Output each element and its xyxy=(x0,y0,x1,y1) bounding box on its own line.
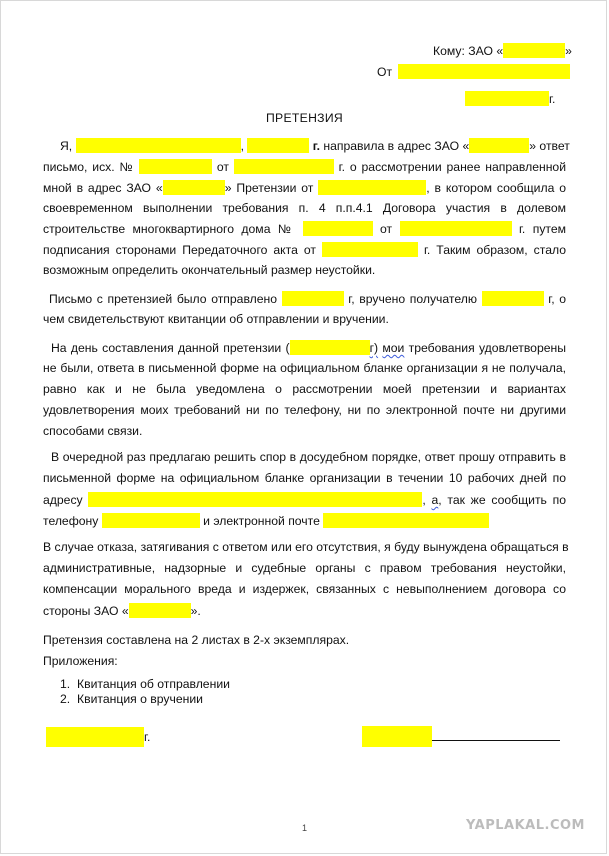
text: г. путем xyxy=(518,222,567,236)
redacted-name xyxy=(362,726,432,747)
text: Письмо с претензией было отправлено xyxy=(49,292,278,306)
redacted-number xyxy=(303,221,373,236)
text: письмо, исх. № xyxy=(43,160,135,174)
redacted-date xyxy=(282,291,344,306)
p2-line-1 xyxy=(49,291,566,306)
p1-line-5 xyxy=(43,221,566,236)
redacted-company xyxy=(503,43,565,58)
sender-line xyxy=(377,64,570,79)
p3-line-2: не были, ответа в письменной форме на официальном бланке организации я не получала, xyxy=(43,361,566,375)
text: » ответ xyxy=(529,139,570,153)
attachments-label: Приложения: xyxy=(43,654,118,668)
attachment-item-1 xyxy=(60,677,230,691)
text: г. xyxy=(312,139,320,153)
p4-line-3 xyxy=(43,492,566,507)
date-suffix: г. xyxy=(549,92,556,106)
redacted-date xyxy=(318,180,426,195)
signature-name xyxy=(362,726,432,747)
sender-label: От xyxy=(377,65,393,79)
header-date-line xyxy=(465,91,555,106)
attachment-item-2 xyxy=(60,692,203,706)
text: адресу xyxy=(43,493,83,507)
p1-line-7: возможным определить окончательный размер неустойки. xyxy=(43,263,376,277)
p5-line-4 xyxy=(43,603,201,618)
redacted-email xyxy=(323,513,489,528)
redacted-date xyxy=(482,291,544,306)
p1-line-6 xyxy=(43,242,566,257)
redacted-date xyxy=(322,242,418,257)
redacted-number xyxy=(139,159,212,174)
list-number: 2. xyxy=(60,692,71,706)
redacted-date xyxy=(290,340,370,355)
redacted-company xyxy=(163,180,225,195)
sheets-note: Претензия составлена на 2 листах в 2-х экземплярах. xyxy=(43,633,350,647)
list-number: 1. xyxy=(60,677,71,691)
redacted-address xyxy=(88,492,422,507)
redacted-phone xyxy=(102,513,200,528)
list-text: Квитанция о вручении xyxy=(77,692,203,706)
text: , xyxy=(240,139,244,153)
redacted-date xyxy=(400,221,512,236)
text: направила в адрес ЗАО « xyxy=(320,139,470,153)
p1-line-1 xyxy=(60,138,570,153)
redacted-date xyxy=(234,159,334,174)
text: строительстве многоквартирного дома № xyxy=(43,222,296,236)
redacted-company xyxy=(469,138,529,153)
signature-date xyxy=(46,727,150,747)
text: мои xyxy=(382,341,405,355)
text: мной в адрес ЗАО « xyxy=(43,181,163,195)
redacted-date xyxy=(247,138,309,153)
p5-line-3: компенсации морального вреда и издержек, связанных с невыполнением договора со xyxy=(43,582,566,596)
text: от xyxy=(216,160,229,174)
text: телефону xyxy=(43,514,99,528)
addressee-close: » xyxy=(565,44,572,58)
redacted-company xyxy=(129,603,191,618)
text: и электронной почте xyxy=(203,514,320,528)
text: г, вручено получателю xyxy=(348,292,477,306)
p1-line-4: своевременном выполнении требования п. 4 п.п.4.1 Договора участия в долевом xyxy=(43,201,566,215)
date-suffix: г. xyxy=(144,730,151,744)
signature-line xyxy=(432,740,560,741)
text: стороны ЗАО « xyxy=(43,604,129,618)
text: , в котором сообщила о xyxy=(426,181,567,195)
addressee-line xyxy=(433,43,572,58)
redacted-date xyxy=(46,727,144,747)
p2-line-2: чем свидетельствуют квитанции об отправлении и вручении. xyxy=(43,312,389,326)
redacted-name xyxy=(76,138,241,153)
text: от xyxy=(379,222,393,236)
text: На день составления данной претензии ( xyxy=(51,341,290,355)
p3-line-3: равно как и не была уведомлена о рассмотрении моей претензии и вариантах xyxy=(43,382,566,396)
text: Я, xyxy=(60,139,73,153)
text: ». xyxy=(190,604,201,618)
p1-line-3 xyxy=(43,180,566,195)
text: г, о xyxy=(548,292,566,306)
text: г) xyxy=(369,341,379,355)
text: подписания сторонами Передаточного акта от xyxy=(43,243,316,257)
p3-line-1 xyxy=(51,340,566,355)
p4-line-1: В очередной раз предлагаю решить спор в досудебном порядке, ответ прошу отправить в xyxy=(51,450,566,464)
text: а xyxy=(431,493,439,507)
page-number: 1 xyxy=(301,823,307,833)
watermark: YAPLAKAL.COM xyxy=(466,818,585,833)
p4-line-2: письменной форме на официальном бланке организации в течении 10 рабочих дней по xyxy=(43,471,566,485)
text: , xyxy=(422,493,426,507)
text: требования удовлетворены xyxy=(408,341,566,355)
p4-line-4 xyxy=(43,513,489,528)
p5-line-1: В случае отказа, затягивания с ответом или его отсутствия, я буду вынуждена обращаться в xyxy=(43,540,569,554)
document-title: ПРЕТЕНЗИЯ xyxy=(265,111,343,125)
p1-line-2 xyxy=(43,159,566,174)
text: , так же сообщить по xyxy=(438,493,566,507)
p3-line-5: способами связи. xyxy=(43,424,143,438)
addressee-label: Кому: ЗАО « xyxy=(433,44,504,58)
p3-line-4: удовлетворения моих требований ни по телефону, ни по электронной почте ни другими xyxy=(43,403,566,417)
redacted-sender xyxy=(398,64,570,79)
p5-line-2: административные, надзорные и судебные органы с правом требования неустойки, xyxy=(43,561,566,575)
redacted-date xyxy=(465,91,549,106)
list-text: Квитанция об отправлении xyxy=(77,677,230,691)
text: г. Таким образом, стало xyxy=(423,243,567,257)
text: г. о рассмотрении ранее направленной xyxy=(338,160,567,174)
text: » Претензии от xyxy=(224,181,314,195)
